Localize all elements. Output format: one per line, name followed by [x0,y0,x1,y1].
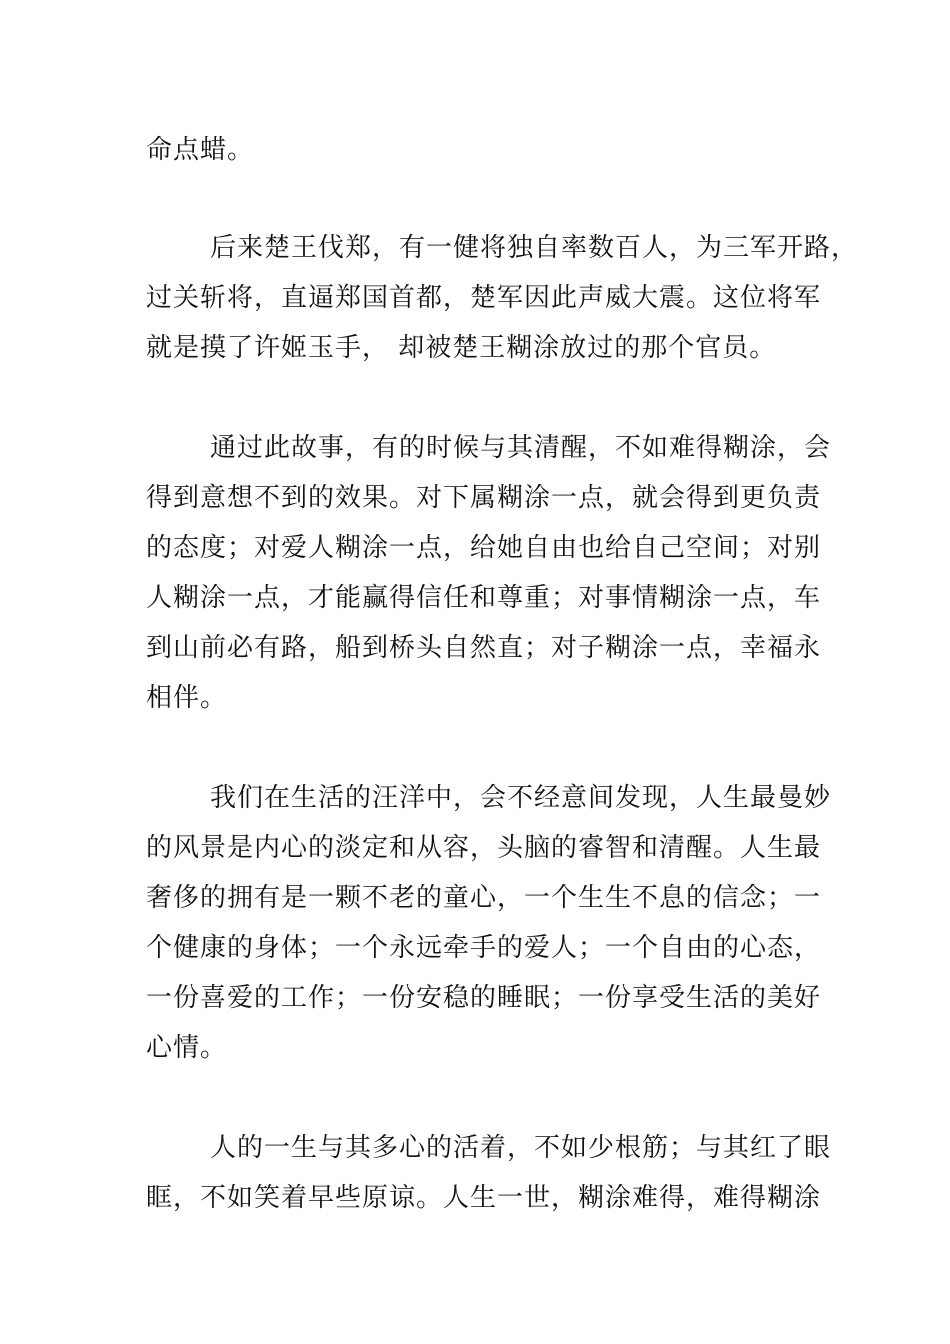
paragraph-2-line-2: 过关斩将，直逼郑国首都，楚军因此声威大震。这位将军 [146,283,822,313]
paragraph-4-line-1: 我们在生活的汪洋中，会不经意间发现，人生最曼妙 [210,783,832,813]
paragraph-3-line-2: 得到意想不到的效果。对下属糊涂一点，就会得到更负责 [146,483,822,513]
paragraph-3-line-6: 相伴。 [146,683,228,713]
paragraph-4-line-4: 个健康的身体；一个永远牵手的爱人；一个自由的心态， [146,933,822,963]
paragraph-1-line-1: 命点蜡。 [146,135,255,165]
paragraph-4-line-5: 一份喜爱的工作；一份安稳的睡眠；一份享受生活的美好 [146,983,822,1013]
paragraph-4-line-3: 奢侈的拥有是一颗不老的童心，一个生生不息的信念；一 [146,883,822,913]
paragraph-2-line-3: 就是摸了许姬玉手， 却被楚王糊涂放过的那个官员。 [146,333,777,363]
paragraph-2-line-1: 后来楚王伐郑，有一健将独自率数百人，为三军开路， [210,233,859,263]
paragraph-5-line-1: 人的一生与其多心的活着，不如少根筋；与其红了眼 [210,1133,832,1163]
paragraph-3-line-3: 的态度；对爱人糊涂一点，给她自由也给自己空间；对别 [146,533,822,563]
paragraph-4-line-6: 心情。 [146,1033,228,1063]
paragraph-3-line-4: 人糊涂一点，才能赢得信任和尊重；对事情糊涂一点，车 [146,583,822,613]
paragraph-4-line-2: 的风景是内心的淡定和从容，头脑的睿智和清醒。人生最 [146,833,822,863]
paragraph-3-line-1: 通过此故事，有的时候与其清醒，不如难得糊涂，会 [210,433,832,463]
paragraph-5-line-2: 眶，不如笑着早些原谅。人生一世，糊涂难得，难得糊涂 [146,1183,822,1213]
paragraph-3-line-5: 到山前必有路，船到桥头自然直；对子糊涂一点，幸福永 [146,633,822,663]
